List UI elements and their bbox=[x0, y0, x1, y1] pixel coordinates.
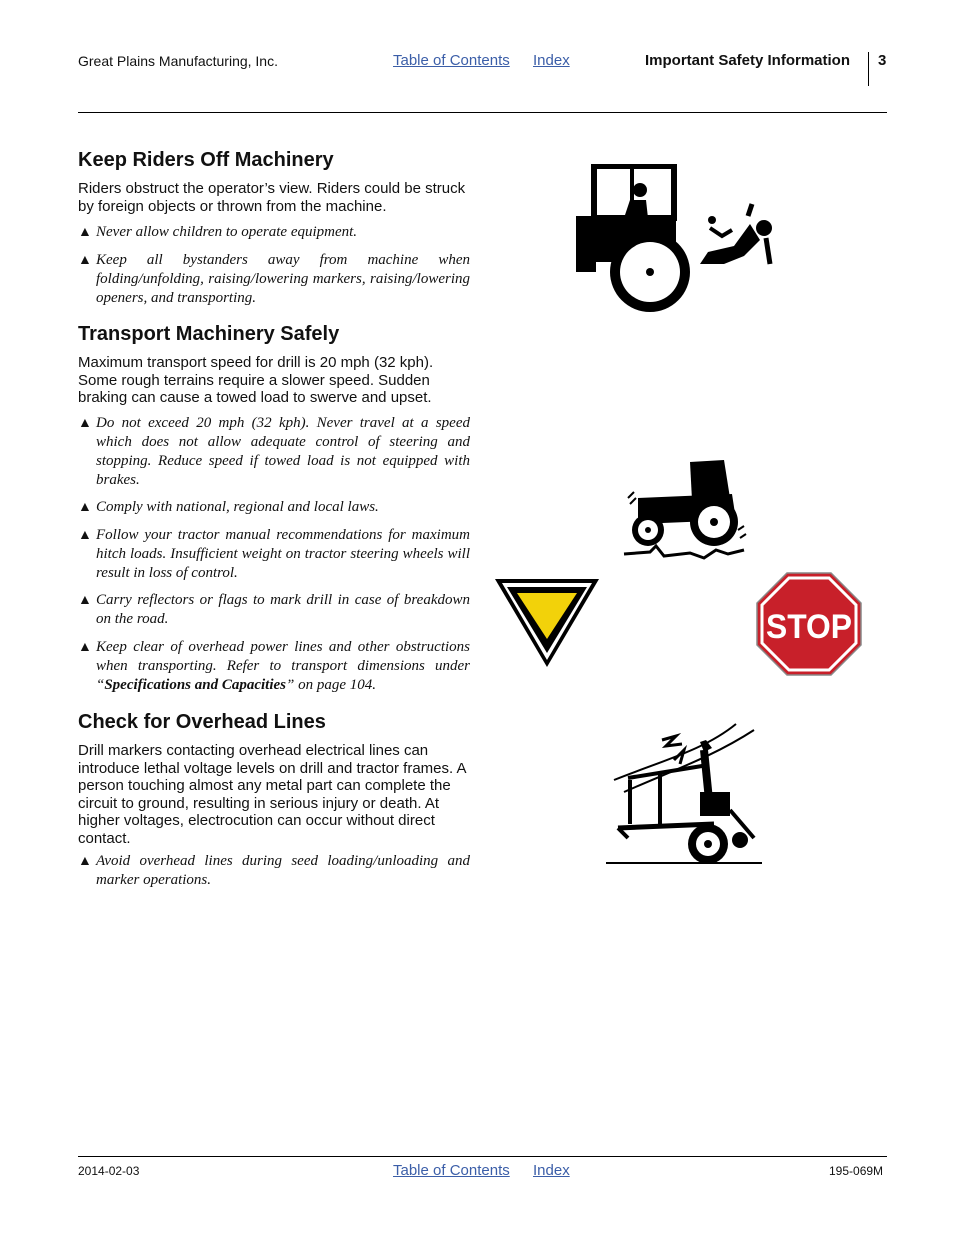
riders-body: Riders obstruct the operator’s view. Riders could be struck by foreign objects or thrown from the machine. bbox=[78, 180, 466, 215]
footer-date: 2014-02-03 bbox=[78, 1164, 140, 1178]
stop-sign-icon bbox=[756, 572, 862, 676]
section-title: Important Safety Information bbox=[645, 52, 851, 69]
bullet-triangle-icon: ▲ bbox=[78, 416, 92, 431]
rider-thrown-from-tractor-icon bbox=[574, 164, 780, 316]
bullet-triangle-icon: ▲ bbox=[78, 500, 92, 515]
transport-bullet-2: ▲ Comply with national, regional and local laws. bbox=[78, 499, 379, 515]
overhead-power-line-icon bbox=[604, 720, 764, 868]
stop-sign-text: STOP bbox=[766, 608, 852, 646]
heading-keep-riders: Keep Riders Off Machinery bbox=[78, 149, 334, 171]
footer-rule bbox=[78, 1156, 887, 1157]
riders-bullet-1: ▲ Never allow children to operate equipment. bbox=[78, 224, 358, 240]
transport-bullet-3: ▲ Follow your tractor manual recommendations for maximum hitch loads. Insufficient weight on tractor steering wheels will result in loss of control. bbox=[78, 527, 470, 581]
transport-bullet-4: ▲ Carry reflectors or flags to mark drill in case of breakdown on the road. bbox=[78, 592, 470, 627]
toc-link-footer[interactable]: Table of Contents bbox=[393, 1162, 510, 1179]
overhead-bullet-1: ▲ Avoid overhead lines during seed loading/unloading and marker operations. bbox=[78, 853, 470, 888]
bullet-triangle-icon: ▲ bbox=[78, 253, 92, 268]
index-link-footer[interactable]: Index bbox=[533, 1162, 570, 1179]
page-number: 3 bbox=[878, 52, 887, 69]
heading-transport: Transport Machinery Safely bbox=[78, 323, 340, 345]
overhead-body: Drill markers contacting overhead electrical lines can introduce lethal voltage levels on drill and tractor frames. A person touching almost any metal part can complete the circuit to ground, resulting in serious injury or death. At higher voltages, electrocution can occur without direct contact. bbox=[78, 742, 466, 847]
specs-reference: Specifications and Capacities bbox=[104, 677, 287, 693]
header-divider bbox=[868, 52, 869, 86]
transport-body: Maximum transport speed for drill is 20 mph (32 kph). Some rough terrains require a slower speed. Sudden braking can cause a towed load to swerve and upset. bbox=[78, 354, 434, 406]
heading-overhead-lines: Check for Overhead Lines bbox=[78, 711, 326, 733]
bullet-triangle-icon: ▲ bbox=[78, 640, 92, 655]
bullet-triangle-icon: ▲ bbox=[78, 854, 92, 869]
riders-bullet-2: ▲ Keep all bystanders away from machine when folding/unfolding, raising/lowering markers, raising/lowering openers, and transporting. bbox=[78, 252, 470, 306]
transport-bullet-5: ▲ Keep clear of overhead power lines and other obstructions when transporting. Refer to transport dimensions under “Specifications and Capacities” on page 104. bbox=[78, 639, 470, 693]
tractor-rough-terrain-icon bbox=[620, 458, 750, 562]
toc-link-header[interactable]: Table of Contents bbox=[393, 52, 510, 69]
index-link-header[interactable]: Index bbox=[533, 52, 570, 69]
bullet-triangle-icon: ▲ bbox=[78, 593, 92, 608]
bullet-triangle-icon: ▲ bbox=[78, 225, 92, 240]
doc-number: 195-069M bbox=[829, 1164, 884, 1178]
header-rule bbox=[78, 112, 887, 113]
bullet-triangle-icon: ▲ bbox=[78, 528, 92, 543]
company-name: Great Plains Manufacturing, Inc. bbox=[78, 53, 278, 69]
yield-sign-icon bbox=[493, 577, 601, 669]
transport-bullet-1: ▲ Do not exceed 20 mph (32 kph). Never travel at a speed which does not allow adequate control of steering and stopping. Reduce speed if towed load is not equipped with brakes. bbox=[78, 415, 470, 488]
